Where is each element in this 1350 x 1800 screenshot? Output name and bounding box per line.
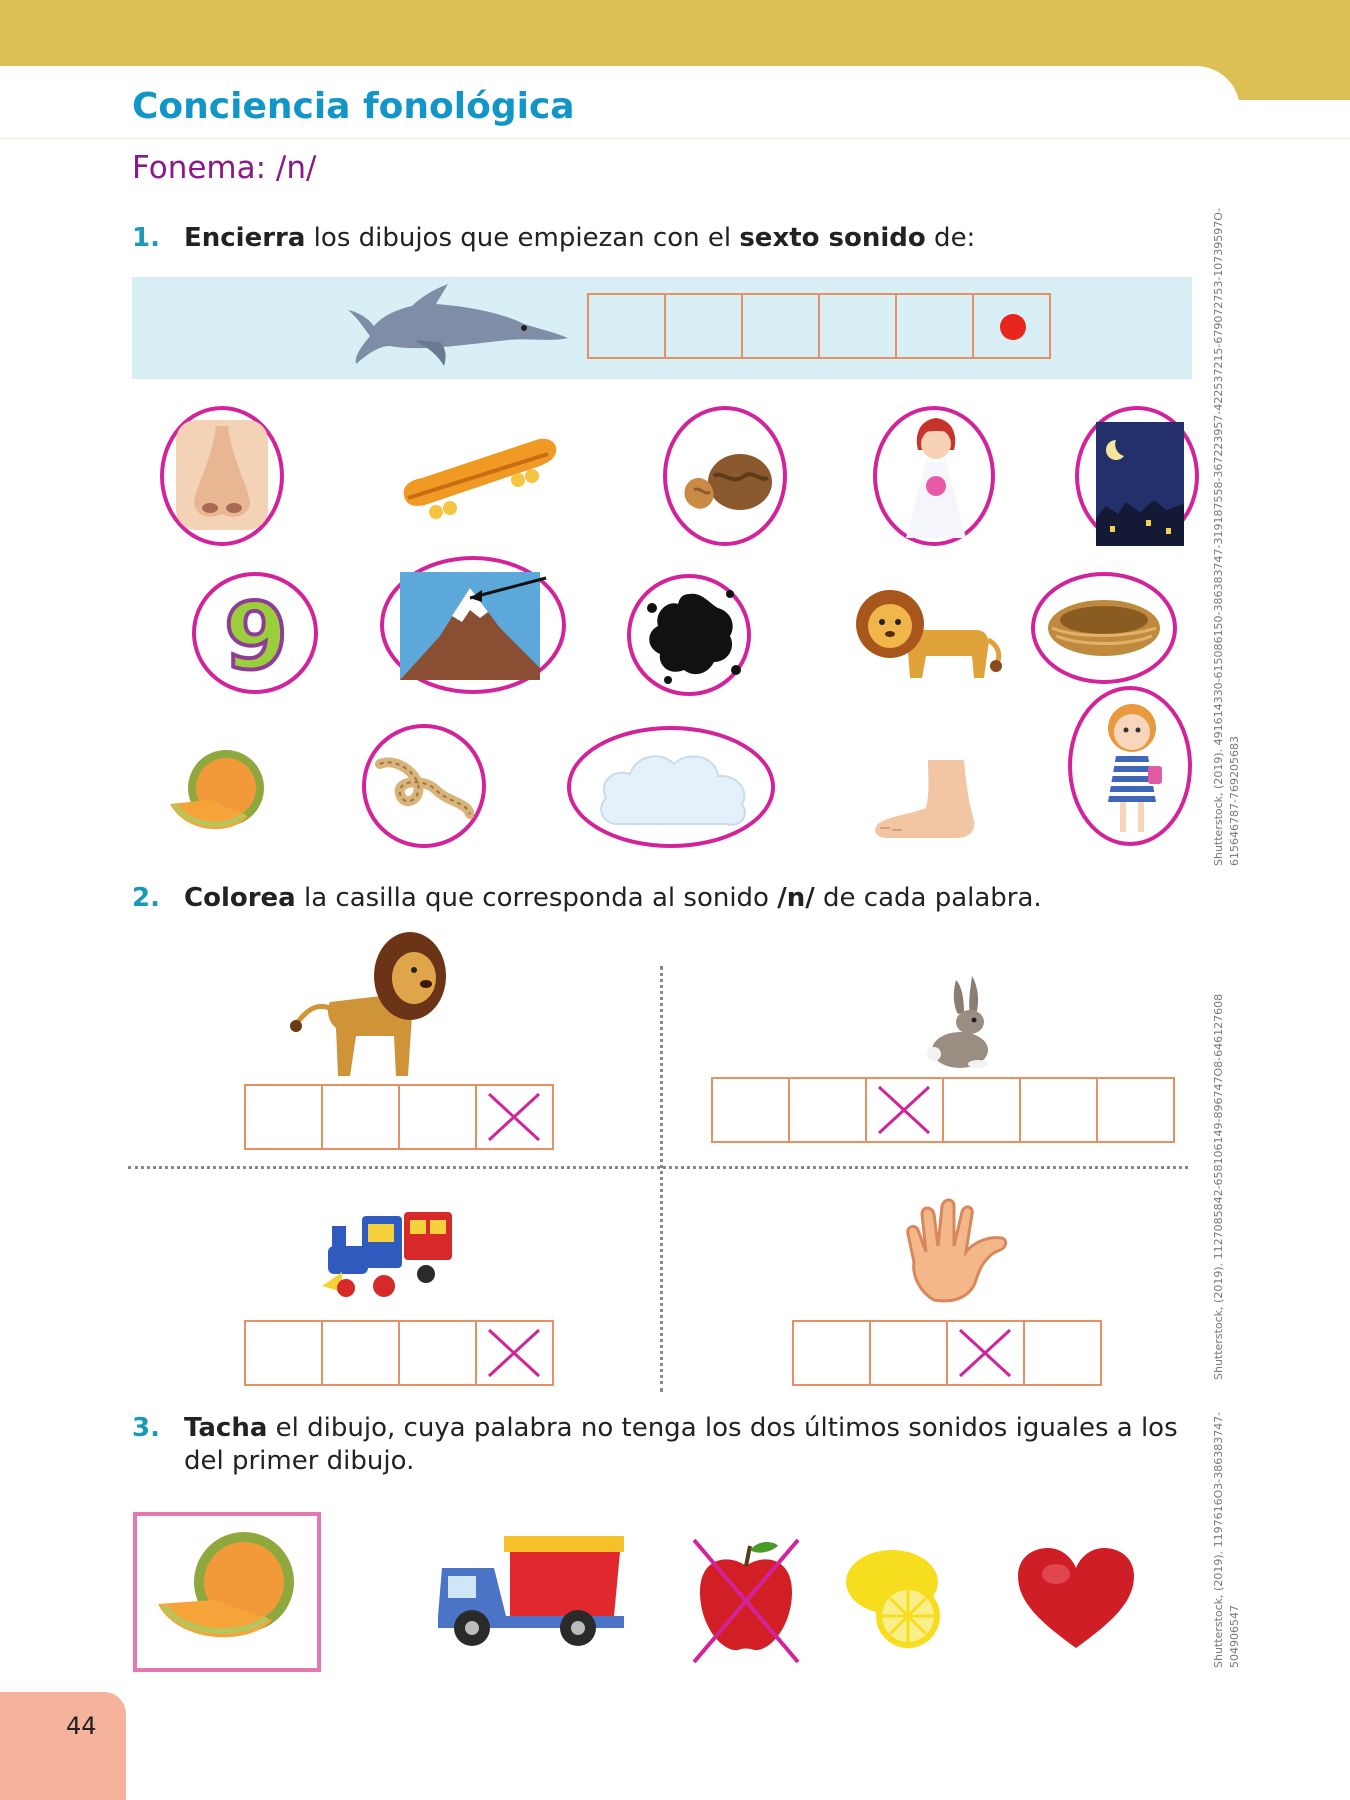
sound-box[interactable]: [666, 295, 743, 357]
photo-credit: Shutterstock, (2019). 1197616O3-386383747-: [1212, 1411, 1225, 1668]
melon-picture: [154, 1528, 294, 1648]
text: del primer dibujo.: [184, 1446, 415, 1476]
sound-box[interactable]: [1025, 1322, 1100, 1384]
photo-credit: 504906547: [1228, 1605, 1241, 1668]
question-number: 1.: [132, 223, 160, 253]
sound-box[interactable]: [1021, 1079, 1098, 1141]
text: la casilla que corresponda al sonido: [295, 883, 778, 913]
sound-box[interactable]: [871, 1322, 948, 1384]
rabbit-picture: [926, 974, 1002, 1070]
sound-box[interactable]: [944, 1079, 1021, 1141]
word-boxes-hand: [792, 1320, 1102, 1386]
red-dot-icon: [1000, 314, 1026, 340]
question-2: [132, 882, 1192, 918]
sound-box[interactable]: [246, 1322, 323, 1384]
sound-box-marked[interactable]: [477, 1322, 552, 1384]
sound-box-marked[interactable]: [948, 1322, 1025, 1384]
emphasis: /n/: [777, 883, 815, 913]
hand-picture: [904, 1196, 1012, 1304]
verb: Colorea: [184, 883, 296, 913]
cloud-picture: [594, 744, 752, 832]
photo-credit: Shutterstock, (2019). 491614330-615086150-386383747-319187558-367223957-422537215-679072753-10739597O-: [1212, 207, 1225, 866]
skateboard-picture: [398, 436, 560, 520]
sound-box[interactable]: [790, 1079, 867, 1141]
header-divider: [0, 138, 1350, 139]
sound-box[interactable]: [743, 295, 820, 357]
page-number: 44: [66, 1712, 97, 1740]
nest-picture: [1046, 598, 1162, 660]
knot-picture: [374, 750, 474, 824]
sound-box[interactable]: [1098, 1079, 1173, 1141]
page-title: Conciencia fonológica: [132, 86, 575, 127]
sound-box[interactable]: [589, 295, 666, 357]
sound-box-marked[interactable]: [477, 1086, 552, 1148]
word-boxes-train: [244, 1320, 554, 1386]
sound-box[interactable]: [400, 1322, 477, 1384]
bride-picture: [900, 414, 972, 542]
sound-box[interactable]: [820, 295, 897, 357]
sound-box[interactable]: [246, 1086, 323, 1148]
photo-credit: Shutterstock, (2019). 1127085842-658106149-896747O8-646127608: [1212, 993, 1225, 1380]
nose-picture: [176, 420, 268, 530]
verb: Encierra: [184, 223, 306, 253]
question-text: [184, 882, 1042, 915]
night-picture: [1096, 422, 1184, 546]
sound-box[interactable]: [713, 1079, 790, 1141]
lion-picture: [856, 586, 1006, 694]
text: de:: [925, 223, 976, 253]
question-1: [132, 222, 1192, 258]
question-number: 2.: [132, 883, 160, 913]
question-text: [184, 1412, 1178, 1478]
text: de cada palabra.: [814, 883, 1042, 913]
phoneme-subtitle: Fonema: /n/: [132, 150, 317, 186]
apple-picture: [690, 1536, 802, 1666]
photo-credit: 615646787-769205683: [1228, 736, 1241, 866]
truck-picture: [432, 1532, 630, 1648]
question-number: 3.: [132, 1413, 160, 1443]
word-boxes: [587, 293, 1051, 359]
word-boxes-rabbit: [711, 1077, 1175, 1143]
x-mark-icon: [485, 1326, 543, 1380]
ink-stain-picture: [638, 578, 742, 688]
word-boxes-lion: [244, 1084, 554, 1150]
sound-box[interactable]: [323, 1086, 400, 1148]
question-text: [184, 222, 975, 255]
nine-picture: [214, 590, 298, 680]
horizontal-divider: [128, 1166, 1188, 1169]
sound-box[interactable]: [794, 1322, 871, 1384]
walnut-picture: [682, 446, 774, 516]
foot-picture: [872, 756, 978, 840]
text: los dibujos que empiezan con el: [305, 223, 740, 253]
dolphin-picture: [340, 282, 572, 372]
lion-picture: [290, 932, 452, 1080]
sound-box[interactable]: [323, 1322, 400, 1384]
girl-picture: [1090, 698, 1172, 838]
sound-box-marked[interactable]: [974, 295, 1049, 357]
heart-picture: [1016, 1546, 1136, 1650]
page-tab: [0, 1692, 126, 1800]
x-mark-icon: [485, 1090, 543, 1144]
snowy-peak-picture: [400, 572, 550, 680]
vertical-divider: [660, 966, 663, 1392]
text: el dibujo, cuya palabra no tenga los dos últimos sonidos iguales a los: [267, 1413, 1178, 1443]
x-mark-icon: [875, 1083, 933, 1137]
lemon-picture: [842, 1546, 950, 1650]
sound-box-marked[interactable]: [867, 1079, 944, 1141]
x-mark-icon: [956, 1326, 1014, 1380]
question-3: [132, 1412, 1212, 1482]
emphasis: sexto sonido: [739, 223, 926, 253]
melon-picture: [166, 748, 264, 834]
svg-text:9: 9: [223, 590, 289, 680]
verb: Tacha: [184, 1413, 268, 1443]
sound-box[interactable]: [897, 295, 974, 357]
sound-box[interactable]: [400, 1086, 477, 1148]
train-picture: [322, 1196, 456, 1304]
